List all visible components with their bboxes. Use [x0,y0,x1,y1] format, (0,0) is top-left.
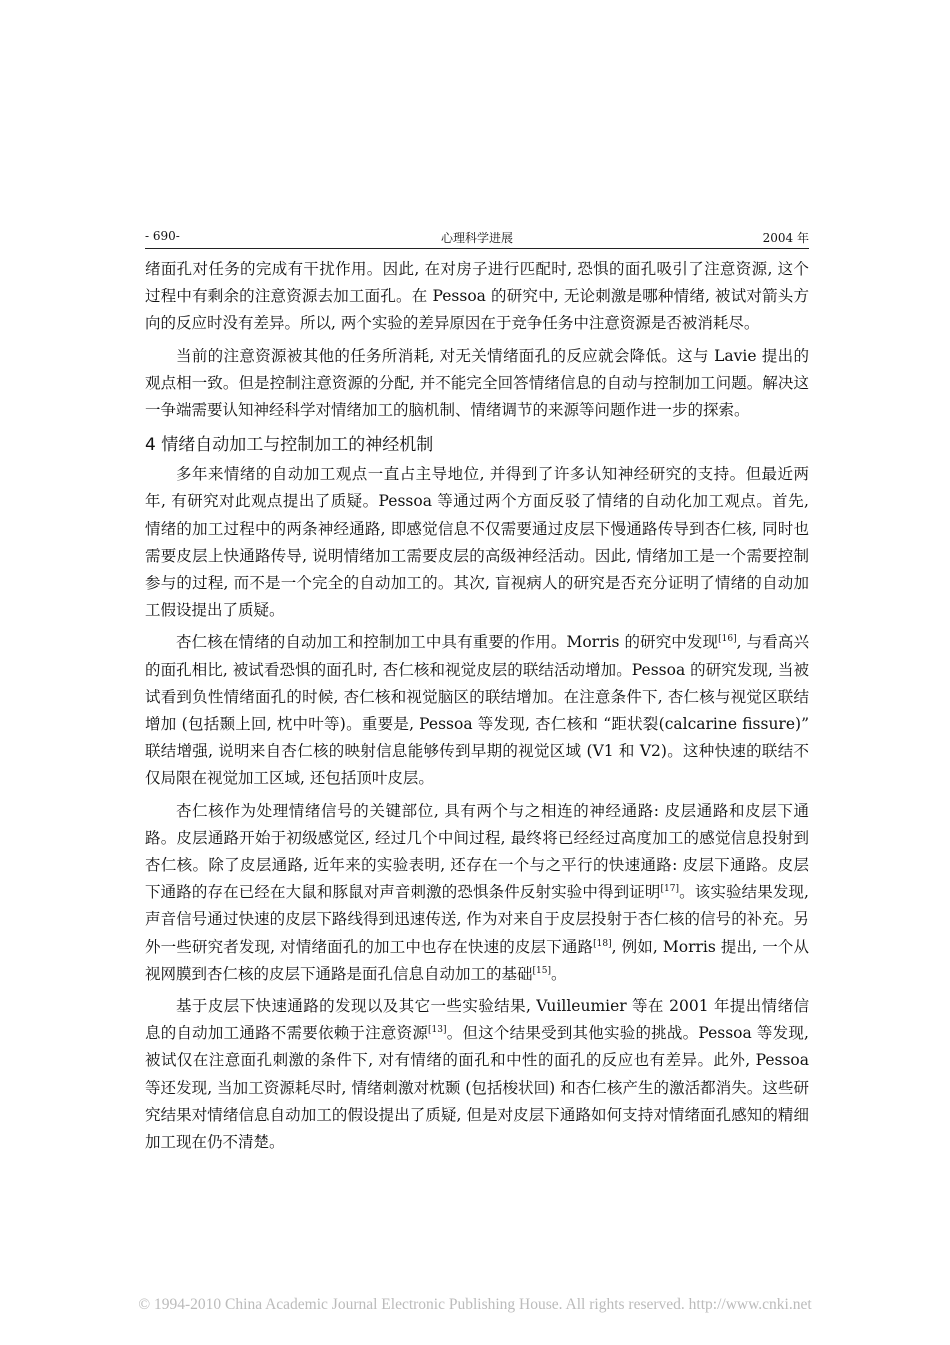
publication-year: 2004 年 [762,231,809,245]
page-number: - 690- [145,229,180,243]
paragraph-automatic-view: 多年来情绪的自动加工观点一直占主导地位, 并得到了许多认知神经研究的支持。但最近两年, 有研究对此观点提出了质疑。Pessoa 等通过两个方面反驳了情绪的自动化加工观点。首先, 情绪的加工过程中的两条神经通路, 即感觉信息不仅需要通过皮层下慢通路传导到杏仁核, 同时也需要皮层上快通路传导, 说明情绪加工需要皮层的高级神经活动。因此, 情绪加工是一个需要控制参与的过程, 而不是一个完全的自动加工的。其次, 盲视病人的研究是否充分证明了情绪的自动加工假设提出了质疑。 [145,465,809,620]
citation-ref: [13] [428,1025,447,1036]
citation-ref: [15] [532,965,551,976]
article-body [145,256,809,1156]
paragraph-attention-resources: 当前的注意资源被其他的任务所消耗, 对无关情绪面孔的反应就会降低。这与 Lavie 提出的观点相一致。但是控制注意资源的分配, 并不能完全回答情绪信息的自动与控制加工问题。解决这一争端需要认知神经科学对情绪加工的脑机制、情绪调节的来源等问题作进一步的探索。 [145,346,809,420]
paragraph-neural-pathways [145,798,809,988]
text-segment: , 例如, Morris 提出, 一个从视网膜到杏仁核的皮层下通路是面孔信息自动加工的基础 [145,937,809,983]
text-segment: , 与看高兴的面孔相比, 被试看恐惧的面孔时, 杏仁核和视觉皮层的联结活动增加。Pessoa 的研究发现, 当被试看到负性情绪面孔的时候, 杏仁核和视觉脑区的联结增加。在注意条件下, 杏仁核与视觉区联结增加 (包括颞上回, 枕中叶等)。重要是, Pessoa 等发现, 杏仁核和 “距状裂(calcarine fissure)” 联结增强, 说明来自杏仁核的映射信息能够传到早期的视觉区域 (V1 和 V2)。这种快速的联结不仅局限在视觉加工区域, 还包括顶叶皮层。 [145,633,809,788]
citation-ref: [16] [718,634,737,645]
citation-ref: [17] [660,884,679,895]
text-segment: 基于皮层下快速通路的发现以及其它一些实验结果, Vuilleumier 等在 2001 年提出情绪信息的自动加工通路不需要依赖于注意资源 [145,997,809,1043]
paragraph-subcortical-pathway [145,993,809,1156]
section-heading: 4 情绪自动加工与控制加工的神经机制 [145,435,434,456]
text-segment: 杏仁核作为处理情绪信号的关键部位, 具有两个与之相连的神经通路: 皮层通路和皮层下通路。皮层通路开始于初级感觉区, 经过几个中间过程, 最终将已经经过高度加工的感觉信息投射到杏仁核。除了皮层通路, 近年来的实验表明, 还存在一个与之平行的快速通路: 皮层下通路。皮层下通路的存在已经在大鼠和豚鼠对声音刺激的恐惧条件反射实验中得到证明 [145,801,809,902]
running-header [145,226,809,249]
text-segment: 杏仁核在情绪的自动加工和控制加工中具有重要的作用。Morris 的研究中发现 [176,633,719,652]
text-segment: 。 [551,964,567,983]
journal-title: 心理科学进展 [440,231,513,245]
paragraph-continued: 绪面孔对任务的完成有干扰作用。因此, 在对房子进行匹配时, 恐惧的面孔吸引了注意资源, 这个过程中有剩余的注意资源去加工面孔。在 Pessoa 的研究中, 无论刺激是哪种情绪, 被试对箭头方向的反应时没有差异。所以, 两个实验的差异原因在于竞争任务中注意资源是否被消耗尽。 [145,260,809,333]
copyright-watermark: © 1994-2010 China Academic Journal Electronic Publishing House. All rights reserved. http://www.cnki.net [138,1296,812,1313]
text-segment: 。但这个结果受到其他实验的挑战。Pessoa 等发现, 被试仅在注意面孔刺激的条件下, 对有情绪的面孔和中性的面孔的反应也有差异。此外, Pessoa 等还发现, 当加工资源耗尽时, 情绪刺激对枕颞 (包括梭状回) 和杏仁核产生的激活都消失。这些研究结果对情绪信息自动加工的假设提出了质疑, 但是对皮层下通路如何支持对情绪面孔感知的精细加工现在仍不清楚。 [145,1024,809,1152]
paragraph-amygdala-role [145,629,809,792]
citation-ref: [18] [593,938,612,949]
text-segment: 。该实验结果发现, 声音信号通过快速的皮层下路线得到迅速传送, 作为对来自于皮层投射于杏仁核的信号的补充。另外一些研究者发现, 对情绪面孔的加工中也存在快速的皮层下通路 [145,883,809,956]
